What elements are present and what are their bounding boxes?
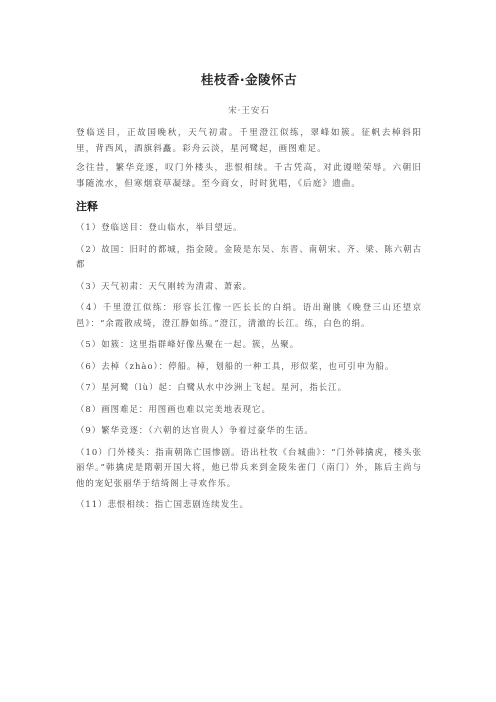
- note-item: （9）繁华竞逐：（六朝的达官贵人）争着过豪华的生活。: [76, 425, 314, 435]
- poem-stanza-1: 登临送目，正故国晚秋，天气初肃。千里澄江似练，翠峰如簇。征帆去棹斜阳里，背西风，酒旗斜矗。彩舟云淡，星河鹭起，画图难足。: [76, 128, 422, 154]
- note-item: （10）门外楼头：指南朝陈亡国惨剧。语出杜牧《台城曲》：“门外韩擒虎，楼头张丽华。”韩擒虎是隋朝开国大将，他已带兵来到金陵朱雀门（南门）外，陈后主尚与他的宠妃张丽华于结绮阁上寻欢作乐。: [76, 446, 422, 488]
- note-item: （3）天气初肃：天气刚转为清肃、萧索。: [76, 280, 253, 291]
- note-item: （1）登临送目：登山临水，举目望远。: [76, 222, 243, 232]
- notes-list: [76, 220, 422, 513]
- document-page: [76, 0, 422, 519]
- poem-author: 宋·王安石: [228, 106, 270, 116]
- note-item: （5）如簇：这里指群峰好像丛聚在一起。簇，丛聚。: [76, 339, 300, 349]
- poem-title: 桂枝香·金陵怀古: [200, 72, 298, 87]
- note-item: （4）千里澄江似练：形容长江像一匹长长的白绢。语出谢朓《晚登三山还望京邑》：“余霞散成绮，澄江静如练。”澄江，清澈的长江。练，白色的绢。: [76, 302, 422, 328]
- poem-stanza-2: 念往昔，繁华竞逐，叹门外楼头，悲恨相续。千古凭高，对此谩嗟荣辱。六朝旧事随流水，但寒烟衰草凝绿。至今商女，时时犹唱，《后庭》遗曲。: [76, 163, 422, 189]
- note-item: （2）故国：旧时的都城，指金陵。金陵是东吴、东晋、南朝宋、齐、梁、陈六朝古都: [76, 243, 422, 269]
- note-item: （6）去棹（zhào）：停船。棹，划船的一种工具，形似桨，也可引申为船。: [76, 360, 395, 371]
- note-item: （7）星河鹭（lù）起：白鹭从水中沙洲上飞起。星河，指长江。: [76, 382, 348, 392]
- poem-body: [76, 126, 422, 192]
- note-item: （11）悲恨相续：指亡国悲剧连续发生。: [76, 499, 249, 509]
- note-item: （8）画图难足：用图画也难以完美地表现它。: [76, 403, 271, 414]
- notes-heading: 注释: [76, 200, 98, 213]
